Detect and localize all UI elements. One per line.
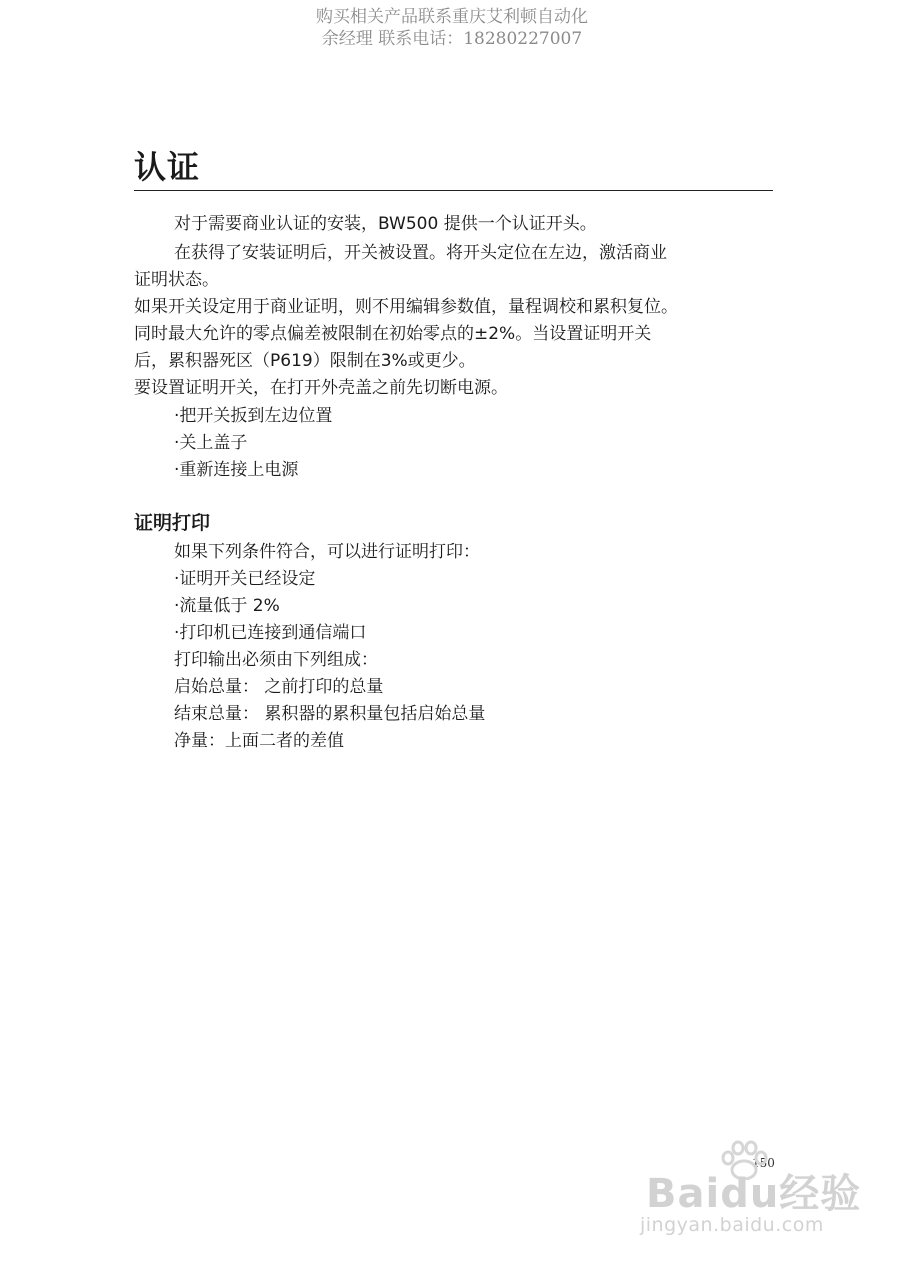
definition-line: 结束总量： 累积器的累积量包括启始总量 [174, 704, 486, 724]
definition-line: 净量：上面二者的差值 [174, 731, 344, 751]
subsection-line: 打印输出必须由下列组成： [174, 650, 378, 670]
subsection-line: 如果下列条件符合，可以进行证明打印： [174, 542, 480, 562]
paragraph-line: 要设置证明开关，在打开外壳盖之前先切断电源。 [134, 378, 508, 398]
paragraph-line: 后，累积器死区（P619）限制在3%或更少。 [134, 351, 476, 371]
bullet-item: ·关上盖子 [174, 433, 248, 453]
bullet-item: ·把开关扳到左边位置 [174, 406, 333, 426]
page-number: 150 [752, 1156, 775, 1170]
bullet-item: ·打印机已连接到通信端口 [174, 623, 367, 643]
paragraph-line: 在获得了安装证明后，开关被设置。将开头定位在左边，激活商业 [174, 243, 667, 263]
section-title: 认证 [134, 148, 201, 186]
paragraph-line: 同时最大允许的零点偏差被限制在初始零点的±2%。当设置证明开关 [134, 324, 652, 344]
bullet-item: ·重新连接上电源 [174, 460, 299, 480]
definition-line: 启始总量： 之前打印的总量 [174, 677, 384, 697]
header-note-line-1: 购买相关产品联系重庆艾利顿自动化 [316, 7, 588, 27]
watermark-brand: Baidu经验 [646, 1171, 862, 1217]
bullet-item: ·流量低于 2% [174, 596, 280, 616]
paragraph-line: 如果开关设定用于商业证明，则不用编辑参数值，量程调校和累积复位。 [134, 297, 678, 317]
paragraph-line: 证明状态。 [134, 270, 219, 290]
title-divider [134, 190, 773, 191]
watermark-url: jingyan.baidu.com [640, 1214, 824, 1236]
subsection-title: 证明打印 [134, 512, 211, 534]
header-note-line-2: 余经理 联系电话：18280227007 [321, 29, 583, 49]
baidu-watermark [640, 1140, 870, 1250]
bullet-item: ·证明开关已经设定 [174, 569, 316, 589]
paragraph-line: 对于需要商业认证的安装，BW500 提供一个认证开头。 [174, 214, 597, 234]
